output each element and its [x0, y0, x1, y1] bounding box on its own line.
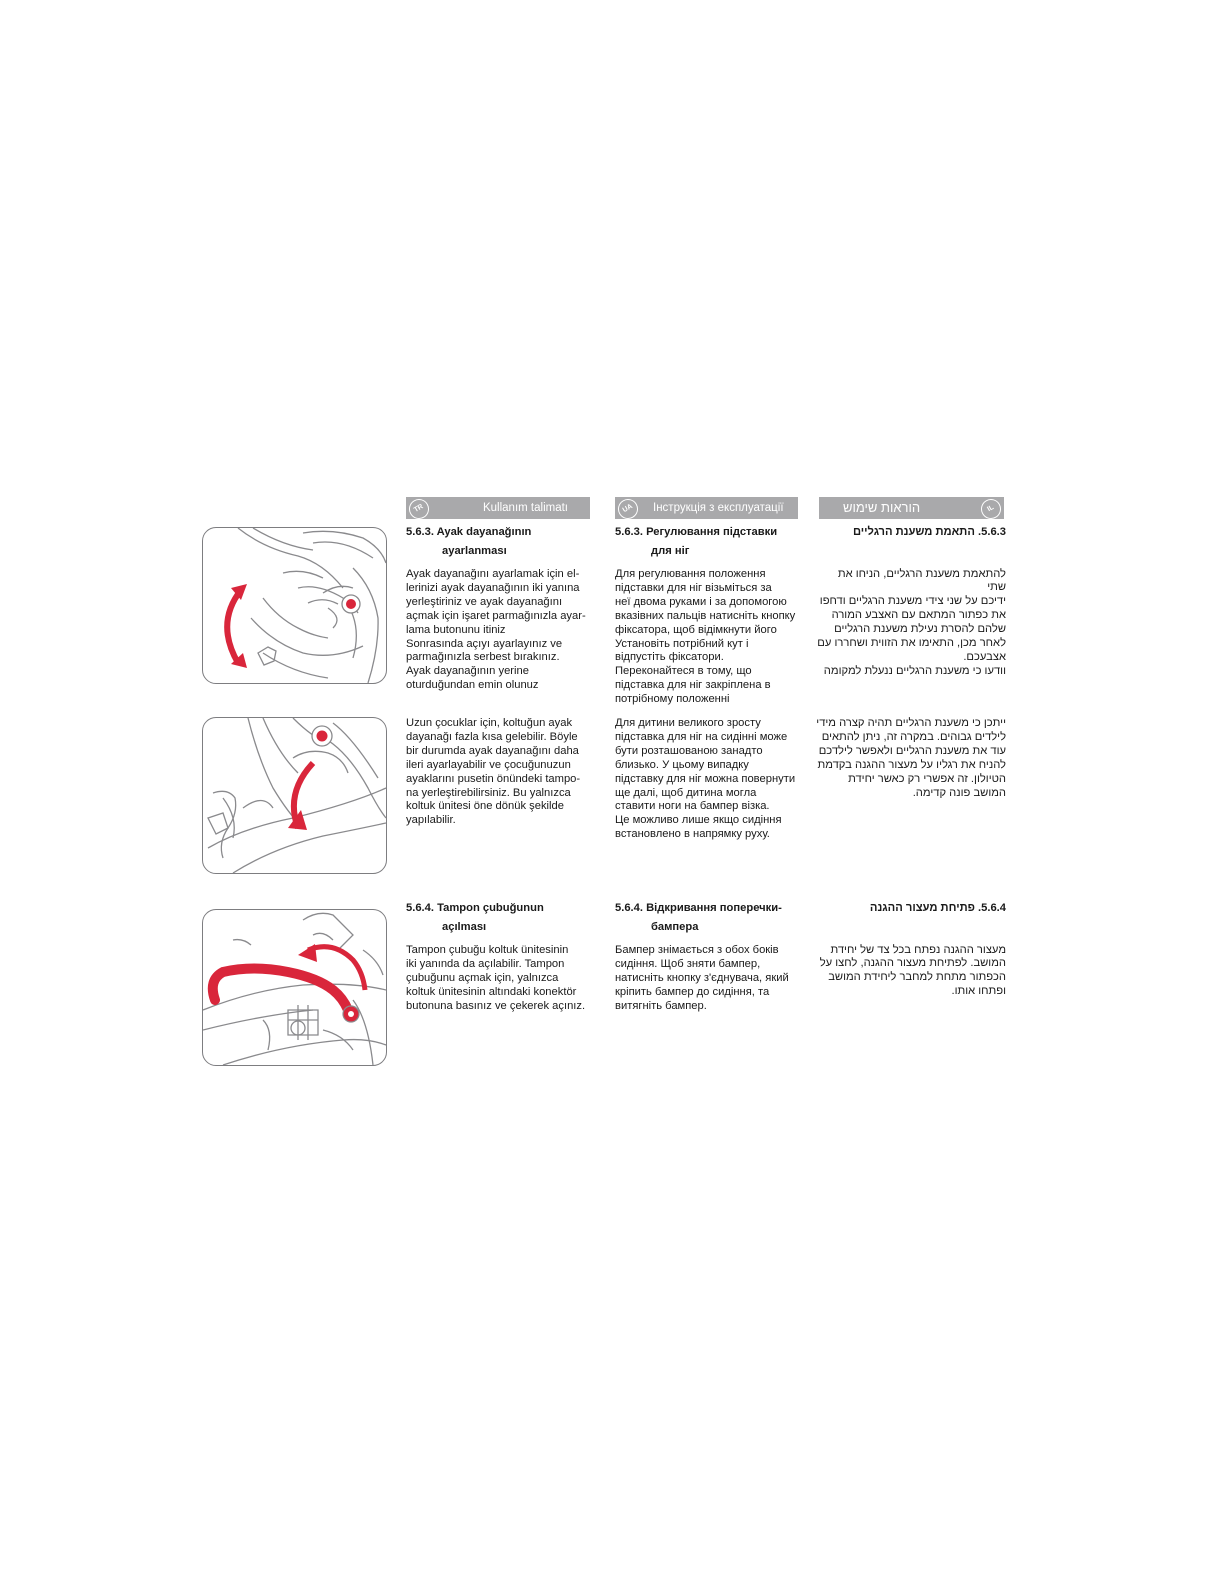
heading-563-tr: [406, 523, 596, 560]
heading-563-ua-line1: 5.6.3. Регулювання підставки: [615, 526, 778, 538]
heading-564-il: 5.6.4. פתיחת מעצור ההגנה: [869, 902, 1006, 914]
heading-564-tr-line1: 5.6.4. Tampon çubuğunun: [406, 902, 544, 914]
body-563-ua: Для регулювання положення підставки для ніг візьміться за неї двома руками і за допомогою вказівних пальців натисніть кнопку фіксатора, щоб відімкнути його Установіть потрібний кут і відпустіть фіксатори. Переконайтеся в тому, що підставка для ніг закріплена в потрібному положенні: [615, 568, 796, 706]
bumper-bar-illustration: [202, 909, 387, 1066]
body-564-tr: Tampon çubuğu koltuk ünitesinin iki yanında da açılabilir. Tampon çubuğunu açmak için, yalnızca koltuk ünitesinin altındaki konektör butonuna basınız ve çekerek açınız.: [406, 944, 586, 1012]
heading-563-il: 5.6.3. התאמת משענת הרגליים: [852, 526, 1006, 538]
section-tall-children-ua: [615, 717, 807, 842]
header-il-title: הוראות שימוש: [843, 500, 921, 515]
header-tr-title: Kullanım talimatı: [482, 502, 568, 514]
heading-564-tr-line2: açılması: [442, 920, 487, 933]
section-563-ua: [615, 523, 807, 707]
heading-563-ua-line2: для ніг: [651, 544, 690, 557]
section-tall-children-il: [816, 717, 1006, 800]
footrest-fold-illustration: [202, 717, 387, 874]
section-564-il: [816, 899, 1006, 999]
heading-564-tr: [406, 899, 596, 936]
heading-564-ua: [615, 899, 807, 936]
body-563-tr: Ayak dayanağını ayarlamak için el- lerinizi ayak dayanağının iki yanına yerleştiriniz ve ayak dayanağını açmak için işaret parmağınızla ayar- lama butonunu itiniz Sonrasında açıyı ayarlayınız ve parmağınızla serbest bırakınız. Ayak dayanağının yerine oturduğundan emin olunuz: [406, 568, 586, 692]
body-564-il: מעצור ההגנה נפתח בכל צד של יחידת המושב. לפתיחת מעצור ההגנה, לחצו על הכפתור מתחת למחבר ליחידת המושב ופתחו אותו.: [819, 943, 1006, 998]
heading-564-ua-line1: 5.6.4. Відкривання поперечки-: [615, 902, 782, 914]
section-tall-children-tr: [406, 717, 596, 828]
bumper-bar-icon: [203, 910, 386, 1065]
body-564-ua: Бампер знімається з обох боків сидіння. Щоб зняти бампер, натисніть кнопку з'єднувача, який кріпить бампер до сидіння, та витягніть бампер.: [615, 944, 789, 1012]
heading-563-ua: [615, 523, 807, 560]
header-tr: [406, 497, 590, 519]
footrest-fold-icon: [203, 718, 386, 873]
section-563-tr: [406, 523, 596, 693]
body-tall-children-ua: Для дитини великого зросту підставка для ніг на сидінні може бути розташованою занадто близько. У цьому випадку підставку для ніг можна повернути ще далі, щоб дитина могла ставити ноги на бампер візка. Це можливо лише якщо сидіння встановлено в напрямку руху.: [615, 717, 796, 841]
heading-563-tr-line2: ayarlanması: [442, 544, 507, 557]
section-563-il: [816, 523, 1006, 679]
footrest-adjust-illustration: [202, 527, 387, 684]
body-tall-children-il: ייתכן כי משענת הרגליים תהיה קצרה מידי לילדים גבוהים. במקרה זה, ניתן להתאים עוד את משענת הרגליים ולאפשר לילדכם להניח את רגליו על מעצור ההגנה בקדמת הטיולון. זה אפשרי רק כאשר יחידת המושב פונה קדימה.: [816, 717, 1006, 799]
body-tall-children-tr: Uzun çocuklar için, koltuğun ayak dayanağı fazla kısa gelebilir. Böyle bir durumda ayak dayanağını daha ileri ayarlayabilir ve çocuğunuzun ayaklarını pusetin önündeki tampo- na yerleştirebilirsiniz. Bu yalnızca koltuk ünitesi öne dönük şekilde yapılabilir.: [406, 717, 581, 827]
header-ua: [615, 497, 798, 519]
section-564-tr: [406, 899, 596, 1014]
header-ua-title: Інструкція з експлуатації: [653, 502, 784, 514]
ua-badge: UA: [614, 495, 641, 522]
tr-badge: TR: [405, 495, 432, 522]
footrest-adjust-icon: [203, 528, 386, 683]
il-badge: IL: [977, 495, 1004, 522]
section-564-ua: [615, 899, 807, 1014]
heading-563-tr-line1: 5.6.3. Ayak dayanağının: [406, 526, 532, 538]
body-563-il: להתאמת משענת הרגליים, הניחו את שתי ידיכם על שני צידי משענת הרגליים ודחפו את כפתור המתאם עם האצבע המורה שלהם להסרת נעילת משענת הרגליים לאחר מכן, התאימו את הזווית ושחררו עם אצבעכם. וודעו כי משענת הרגליים ננעלת למקומה: [817, 567, 1006, 677]
heading-564-ua-line2: бампера: [651, 920, 699, 933]
header-il: [819, 497, 1004, 519]
